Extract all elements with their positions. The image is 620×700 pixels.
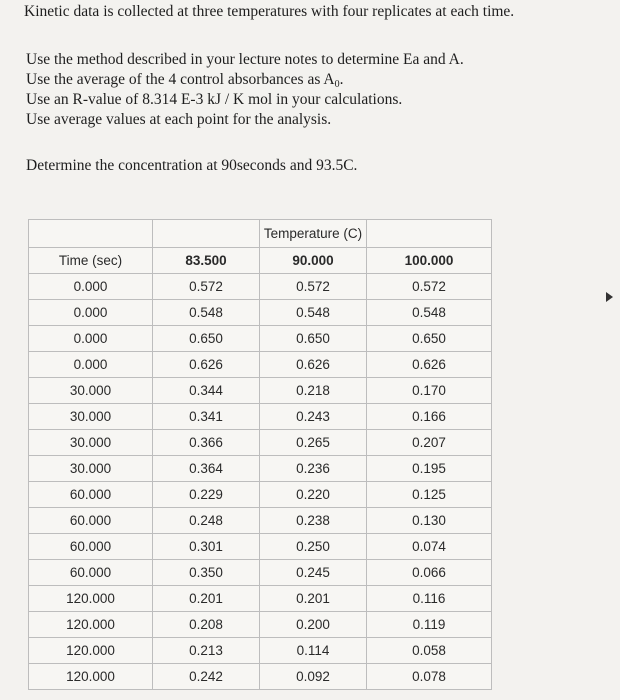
- table-row: [29, 664, 492, 690]
- abs-90-cell: 0.238: [260, 508, 367, 534]
- table-header-row: [29, 248, 492, 274]
- abs-100-cell: 0.548: [367, 300, 492, 326]
- table-row: [29, 352, 492, 378]
- table-row: [29, 638, 492, 664]
- abs-83-5-cell: 0.201: [153, 586, 260, 612]
- time-cell: 0.000: [29, 300, 153, 326]
- header-temp-90: 90.000: [260, 248, 367, 274]
- time-cell: 60.000: [29, 508, 153, 534]
- abs-90-cell: 0.243: [260, 404, 367, 430]
- time-cell: 0.000: [29, 352, 153, 378]
- abs-83-5-cell: 0.208: [153, 612, 260, 638]
- abs-90-cell: 0.265: [260, 430, 367, 456]
- time-cell: 120.000: [29, 638, 153, 664]
- abs-100-cell: 0.125: [367, 482, 492, 508]
- time-cell: 30.000: [29, 378, 153, 404]
- abs-100-cell: 0.058: [367, 638, 492, 664]
- header-blank-cell: [367, 220, 492, 248]
- abs-83-5-cell: 0.366: [153, 430, 260, 456]
- abs-100-cell: 0.116: [367, 586, 492, 612]
- time-cell: 30.000: [29, 430, 153, 456]
- abs-83-5-cell: 0.548: [153, 300, 260, 326]
- table-row: [29, 274, 492, 300]
- table-row: [29, 456, 492, 482]
- table-body: [29, 220, 492, 690]
- time-cell: 60.000: [29, 482, 153, 508]
- abs-90-cell: 0.200: [260, 612, 367, 638]
- time-cell: 120.000: [29, 586, 153, 612]
- abs-83-5-cell: 0.626: [153, 352, 260, 378]
- abs-90-cell: 0.626: [260, 352, 367, 378]
- abs-100-cell: 0.650: [367, 326, 492, 352]
- arrow-right-icon[interactable]: [606, 292, 613, 302]
- table-row: [29, 508, 492, 534]
- abs-83-5-cell: 0.650: [153, 326, 260, 352]
- time-cell: 30.000: [29, 456, 153, 482]
- table-row: [29, 430, 492, 456]
- header-blank-cell: [153, 220, 260, 248]
- table-row: [29, 326, 492, 352]
- time-cell: 120.000: [29, 612, 153, 638]
- abs-90-cell: 0.572: [260, 274, 367, 300]
- abs-90-cell: 0.245: [260, 560, 367, 586]
- abs-90-cell: 0.236: [260, 456, 367, 482]
- header-time: Time (sec): [29, 248, 153, 274]
- table-group-header-row: [29, 220, 492, 248]
- problem-line-3: [26, 70, 343, 90]
- abs-83-5-cell: 0.301: [153, 534, 260, 560]
- abs-83-5-cell: 0.364: [153, 456, 260, 482]
- abs-83-5-cell: 0.572: [153, 274, 260, 300]
- abs-83-5-cell: 0.344: [153, 378, 260, 404]
- problem-line-1: Kinetic data is collected at three temperatures with four replicates at each time.: [24, 3, 515, 20]
- abs-90-cell: 0.220: [260, 482, 367, 508]
- table-row: [29, 404, 492, 430]
- abs-90-cell: 0.092: [260, 664, 367, 690]
- time-cell: 60.000: [29, 534, 153, 560]
- abs-83-5-cell: 0.248: [153, 508, 260, 534]
- abs-90-cell: 0.201: [260, 586, 367, 612]
- problem-line-5: Use average values at each point for the analysis.: [26, 111, 332, 128]
- time-cell: 30.000: [29, 404, 153, 430]
- problem-line-3-text: Use the average of the 4 control absorbances as A: [26, 71, 335, 88]
- abs-83-5-cell: 0.242: [153, 664, 260, 690]
- abs-83-5-cell: 0.341: [153, 404, 260, 430]
- header-temp-100: 100.000: [367, 248, 492, 274]
- abs-90-cell: 0.218: [260, 378, 367, 404]
- table-row: [29, 560, 492, 586]
- time-cell: 60.000: [29, 560, 153, 586]
- abs-100-cell: 0.066: [367, 560, 492, 586]
- abs-90-cell: 0.650: [260, 326, 367, 352]
- abs-90-cell: 0.548: [260, 300, 367, 326]
- time-cell: 0.000: [29, 274, 153, 300]
- temperature-group-header: Temperature (C): [260, 220, 367, 248]
- problem-question: Determine the concentration at 90seconds and 93.5C.: [26, 157, 358, 174]
- header-temp-83-5: 83.500: [153, 248, 260, 274]
- abs-100-cell: 0.119: [367, 612, 492, 638]
- table-row: [29, 586, 492, 612]
- abs-100-cell: 0.207: [367, 430, 492, 456]
- abs-100-cell: 0.195: [367, 456, 492, 482]
- problem-line-3-end: .: [339, 71, 344, 88]
- table-row: [29, 300, 492, 326]
- abs-83-5-cell: 0.350: [153, 560, 260, 586]
- table-row: [29, 482, 492, 508]
- table-row: [29, 534, 492, 560]
- time-cell: 0.000: [29, 326, 153, 352]
- abs-83-5-cell: 0.213: [153, 638, 260, 664]
- kinetic-data-table: [28, 219, 492, 690]
- problem-line-2: Use the method described in your lecture notes to determine Ea and A.: [26, 51, 464, 68]
- abs-100-cell: 0.166: [367, 404, 492, 430]
- time-cell: 120.000: [29, 664, 153, 690]
- abs-100-cell: 0.572: [367, 274, 492, 300]
- abs-100-cell: 0.074: [367, 534, 492, 560]
- problem-line-3-subscript: 0: [334, 79, 340, 90]
- problem-line-4: Use an R-value of 8.314 E-3 kJ / K mol in your calculations.: [26, 91, 403, 108]
- abs-100-cell: 0.130: [367, 508, 492, 534]
- abs-100-cell: 0.626: [367, 352, 492, 378]
- abs-83-5-cell: 0.229: [153, 482, 260, 508]
- table-row: [29, 612, 492, 638]
- abs-100-cell: 0.078: [367, 664, 492, 690]
- header-blank-cell: [29, 220, 153, 248]
- abs-100-cell: 0.170: [367, 378, 492, 404]
- abs-90-cell: 0.114: [260, 638, 367, 664]
- abs-90-cell: 0.250: [260, 534, 367, 560]
- table-row: [29, 378, 492, 404]
